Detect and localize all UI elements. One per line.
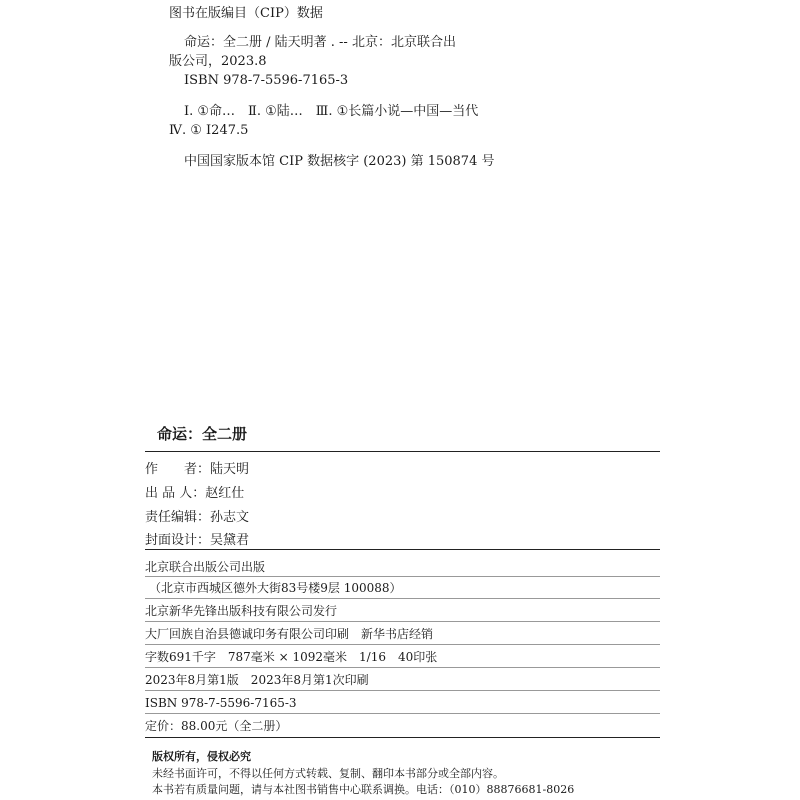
- cip-header: 图书在版编目（CIP）数据: [169, 6, 323, 21]
- credits-rule: [145, 549, 660, 550]
- pub-isbn: ISBN 978-7-5596-7165-3: [145, 696, 297, 710]
- copyright-heading: 版权所有，侵权必究: [152, 750, 251, 763]
- pub-rule: [145, 713, 660, 714]
- cip-line-3: ISBN 978-7-5596-7165-3: [184, 73, 349, 88]
- pub-rule: [145, 576, 660, 577]
- book-title: 命运：全二册: [157, 425, 248, 443]
- cip-line-4: Ⅰ. ①命… Ⅱ. ①陆… Ⅲ. ①长篇小说—中国—当代: [184, 104, 479, 119]
- pub-rule: [145, 690, 660, 691]
- credit-author: 作 者：陆天明: [145, 462, 250, 477]
- credit-editor: 责任编辑：孙志文: [145, 510, 250, 525]
- credit-cover-designer: 封面设计：吴黛君: [145, 533, 250, 548]
- pub-rule: [145, 667, 660, 668]
- title-rule: [145, 451, 660, 452]
- pub-specs: 字数691千字 787毫米 × 1092毫米 1/16 40印张: [145, 650, 438, 664]
- pub-rule: [145, 598, 660, 599]
- price-rule: [145, 737, 660, 738]
- pub-price: 定价：88.00元（全二册）: [145, 719, 288, 733]
- credit-producer: 出 品 人：赵红仕: [145, 486, 245, 501]
- pub-rule: [145, 621, 660, 622]
- cip-line-6: 中国国家版本馆 CIP 数据核字 (2023) 第 150874 号: [184, 154, 495, 169]
- pub-publisher: 北京联合出版公司出版: [145, 560, 266, 574]
- pub-distributor: 北京新华先锋出版科技有限公司发行: [145, 604, 338, 618]
- pub-printer: 大厂回族自治县德诚印务有限公司印刷 新华书店经销: [145, 627, 434, 641]
- cip-line-1: 命运：全二册 / 陆天明著 . -- 北京：北京联合出: [184, 35, 456, 50]
- pub-rule: [145, 644, 660, 645]
- pub-address: （北京市西城区德外大街83号楼9层 100088）: [149, 581, 402, 595]
- copyright-line-2: 本书若有质量问题，请与本社图书销售中心联系调换。电话：（010）88876681-8026: [152, 783, 575, 796]
- pub-edition: 2023年8月第1版 2023年8月第1次印刷: [145, 673, 369, 687]
- cip-line-5: Ⅳ. ① I247.5: [169, 123, 249, 138]
- cip-line-2: 版公司，2023.8: [169, 54, 267, 69]
- copyright-line-1: 未经书面许可，不得以任何方式转载、复制、翻印本书部分或全部内容。: [152, 767, 504, 780]
